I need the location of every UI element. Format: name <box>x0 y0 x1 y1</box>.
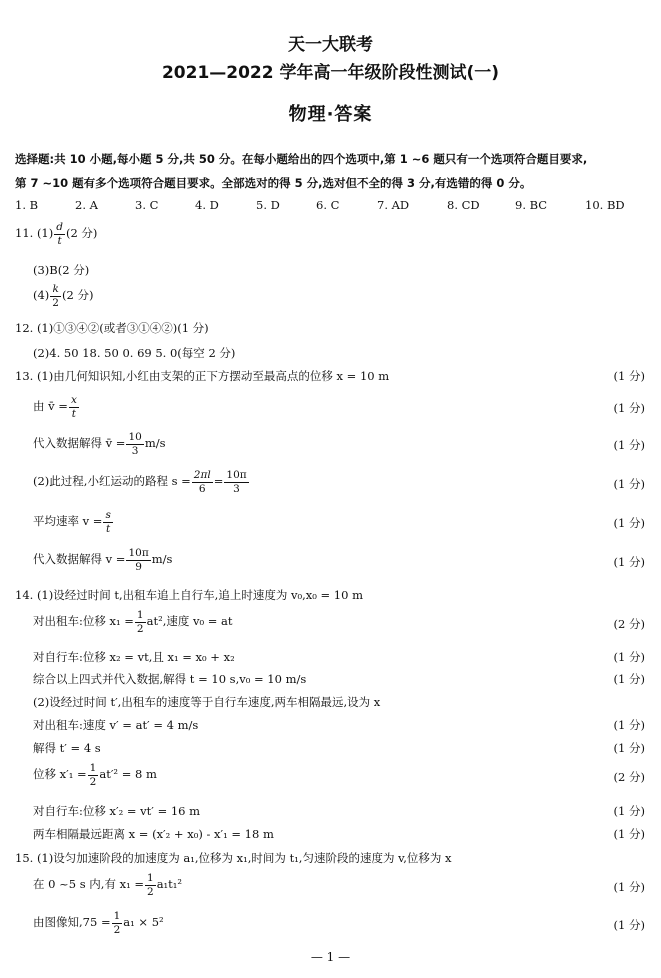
subject-title: 物理·答案 <box>288 104 373 125</box>
answer-item: 3. C <box>135 198 159 212</box>
score: (1 分) <box>613 741 645 755</box>
score: (1 分) <box>613 555 645 569</box>
score: (1 分) <box>613 718 645 732</box>
score: (2 分) <box>613 617 645 631</box>
answer-item: 2. A <box>75 198 98 212</box>
score: (1 分) <box>613 672 645 686</box>
score: (1 分) <box>613 827 645 841</box>
answer-item: 9. BC <box>515 198 548 212</box>
q13-line: 平均速率 v = $\frac{s}{t}$ <box>33 509 111 535</box>
score: (1 分) <box>613 650 645 664</box>
score: (1 分) <box>613 918 645 932</box>
score: (1 分) <box>613 804 645 818</box>
fraction: $\frac{s}{t}$ <box>105 509 111 535</box>
q12-part1: 12. (1)①③④②(或者③①④②)(1 分) <box>15 321 209 335</box>
fraction: $\frac{10\pi}{9}$ <box>128 547 149 573</box>
q13-line: 代入数据解得 v = $\frac{10\pi}{9}$ m/s <box>33 547 173 573</box>
fraction: $\frac{10}{3}$ <box>128 431 142 457</box>
q11-part4: (4) $\frac{k}{2}$ (2 分) <box>33 283 94 309</box>
q11-part3: (3)B(2 分) <box>33 263 90 277</box>
answer-item: 7. AD <box>377 198 410 212</box>
score: (1 分) <box>613 880 645 894</box>
q15-line: 15. (1)设匀加速阶段的加速度为 a₁,位移为 x₁,时间为 t₁,匀速阶段的速度为 v,位移为 x <box>15 851 452 865</box>
fraction: $\frac{1}{2}$ <box>89 762 97 788</box>
q14-line: 对出租车:速度 v′ = at′ = 4 m/s <box>33 718 199 732</box>
exam-organizer: 天一大联考 <box>288 35 373 55</box>
q12-part2: (2)4. 50 18. 50 0. 69 5. 0(每空 2 分) <box>33 346 236 360</box>
answer-item: 8. CD <box>447 198 480 212</box>
fraction: $\frac{2\pi l}{6}$ <box>193 469 211 495</box>
q15-line: 由图像知,75 = $\frac{1}{2}$ a₁ × 5² <box>33 910 164 936</box>
fraction: $\frac{1}{2}$ <box>113 910 121 936</box>
q14-line: (2)设经过时间 t′,出租车的速度等于自行车速度,两车相隔最远,设为 x <box>33 695 381 709</box>
q14-line: 两车相隔最远距离 x = (x′₂ + x₀) - x′₁ = 18 m <box>33 827 274 841</box>
q15-line: 在 0 ~5 s 内,有 x₁ = $\frac{1}{2}$ a₁t₁² <box>33 872 182 898</box>
fraction: $\frac{10\pi}{3}$ <box>226 469 247 495</box>
q14-line: 对自行车:位移 x₂ = vt,且 x₁ = x₀ + x₂ <box>33 650 235 664</box>
q14-line: 综合以上四式并代入数据,解得 t = 10 s,v₀ = 10 m/s <box>33 672 307 686</box>
instructions-line-1: 选择题:共 10 小题,每小题 5 分,共 50 分。在每小题给出的四个选项中,第 1 ~6 题只有一个选项符合题目要求, <box>15 152 588 166</box>
fraction: $\frac{1}{2}$ <box>136 609 144 635</box>
score: (1 分) <box>613 369 645 383</box>
score: (1 分) <box>613 516 645 530</box>
q13-line: 由 v̄ = $\frac{x}{t}$ <box>33 394 77 420</box>
score: (1 分) <box>613 438 645 452</box>
q14-line: 位移 x′₁ = $\frac{1}{2}$ at′² = 8 m <box>33 762 157 788</box>
score: (1 分) <box>613 401 645 415</box>
score: (2 分) <box>613 770 645 784</box>
instructions-line-2: 第 7 ~10 题有多个选项符合题目要求。全部选对的得 5 分,选对但不全的得 3 分,有选错的得 0 分。 <box>15 176 532 190</box>
answer-item: 4. D <box>195 198 219 212</box>
answer-item: 1. B <box>15 198 39 212</box>
answer-item: 10. BD <box>585 198 625 212</box>
q13-line: (2)此过程,小红运动的路程 s = $\frac{2\pi l}{6}$ = $\frac{10\pi}{3}$ <box>33 469 247 495</box>
q11-part1: 11. (1) $\frac{d}{t}$ (2 分) <box>15 221 98 247</box>
q14-line: 14. (1)设经过时间 t,出租车追上自行车,追上时速度为 v₀,x₀ = 10 m <box>15 588 363 602</box>
q14-line: 对出租车:位移 x₁ = $\frac{1}{2}$ at²,速度 v₀ = at <box>33 609 233 635</box>
fraction: $\frac{d}{t}$ <box>56 221 63 247</box>
fraction: $\frac{k}{2}$ <box>52 283 59 309</box>
answer-item: 6. C <box>316 198 340 212</box>
exam-title: 2021—2022 学年高一年级阶段性测试(一) <box>161 63 500 83</box>
answer-item: 5. D <box>256 198 280 212</box>
q13-line: 13. (1)由几何知识知,小红由支架的正下方摆动至最高点的位移 x = 10 m <box>15 369 390 383</box>
page-number: — 1 — <box>310 950 351 964</box>
q13-line: 代入数据解得 v̄ = $\frac{10}{3}$ m/s <box>33 431 166 457</box>
fraction: $\frac{x}{t}$ <box>70 394 77 420</box>
q14-line: 解得 t′ = 4 s <box>33 741 101 755</box>
fraction: $\frac{1}{2}$ <box>147 872 154 898</box>
q14-line: 对自行车:位移 x′₂ = vt′ = 16 m <box>33 804 201 818</box>
score: (1 分) <box>613 477 645 491</box>
